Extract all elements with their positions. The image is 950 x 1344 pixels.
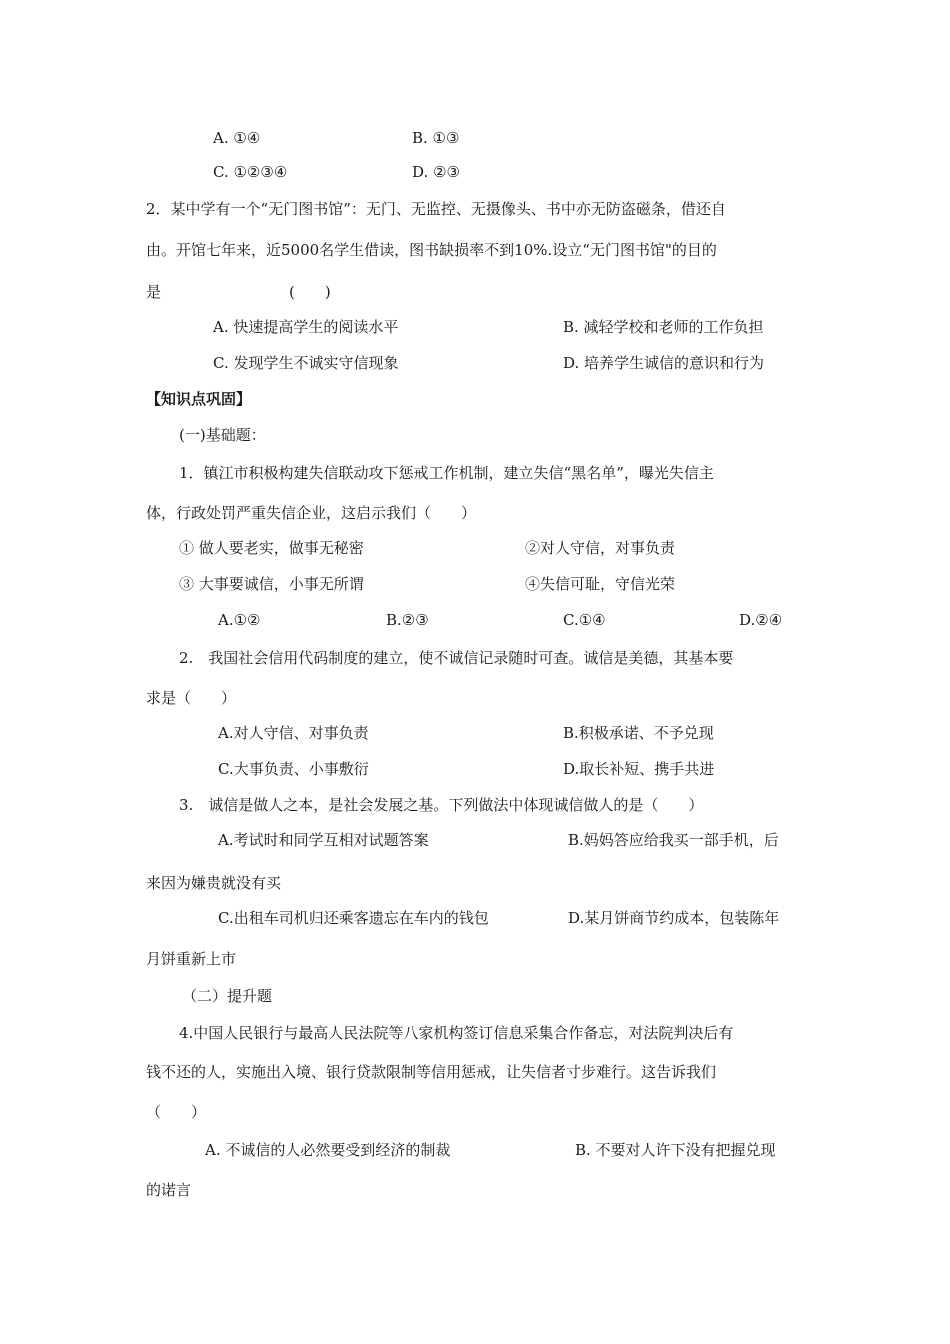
a4-stem-line2: 钱不还的人，实施出入境、银行贷款限制等信用惩戒，让失信者寸步难行。这告诉我们 [146, 1063, 717, 1081]
section-title: 【知识点巩固】 [146, 390, 252, 408]
a4-stem-line1: 4.中国人民银行与最高人民法院等八家机构签订信息采集合作备忘，对法院判决后有 [179, 1024, 734, 1042]
b1-option-c: C.①④ [563, 611, 606, 629]
a4-option-b-cont: 的诺言 [146, 1181, 192, 1199]
b3-option-a: A.考试时和同学互相对试题答案 [218, 831, 429, 849]
b1-stem-line1: 1．镇江市积极构建失信联动攻下惩戒工作机制，建立失信“黑名单”，曝光失信主 [179, 464, 714, 482]
b1-option-d: D.②④ [739, 611, 783, 629]
b3-option-d-cont: 月饼重新上市 [146, 950, 237, 968]
b1-statement-3: ③ 大事要诚信，小事无所谓 [179, 575, 364, 593]
q2-option-c: C. 发现学生不诚实守信现象 [213, 354, 399, 372]
b2-option-b: B.积极承诺、不予兑现 [563, 724, 714, 742]
q2-stem-line2: 由。开馆七年来，近5000名学生借读，图书缺损率不到10%.设立“无门图书馆"的目的 [146, 241, 717, 259]
advanced-heading: （二）提升题 [182, 987, 273, 1005]
b1-stem-line2: 体，行政处罚严重失信企业，这启示我们（ ） [146, 504, 477, 522]
b3-option-b: B.妈妈答应给我买一部手机，后 [568, 831, 779, 849]
b2-option-a: A.对人守信、对事负责 [218, 724, 369, 742]
b3-option-d: D.某月饼商节约成本，包装陈年 [568, 909, 780, 927]
q2-option-b: B. 减轻学校和老师的工作负担 [563, 318, 764, 336]
q2-option-a: A. 快速提高学生的阅读水平 [213, 318, 399, 336]
prev-option-a: A. ①④ [213, 129, 261, 147]
b1-statement-1: ① 做人要老实，做事无秘密 [179, 539, 364, 557]
b2-option-c: C.大事负责、小事敷衍 [218, 760, 369, 778]
b1-statement-2: ②对人守信，对事负责 [525, 539, 676, 557]
prev-option-c: C. ①②③④ [213, 163, 288, 181]
q2-answer-paren: ( ) [289, 283, 331, 301]
q2-stem-line3: 是 [146, 283, 162, 301]
b2-option-d: D.取长补短、携手共进 [563, 760, 715, 778]
a4-option-a: A. 不诚信的人必然要受到经济的制裁 [205, 1141, 451, 1159]
q2-option-d: D. 培养学生诚信的意识和行为 [563, 354, 765, 372]
q2-stem-line1: 2．某中学有一个“无门图书馆”：无门、无监控、无摄像头、书中亦无防盗磁条，借还自 [146, 200, 726, 218]
a4-option-b: B. 不要对人许下没有把握兑现 [575, 1141, 776, 1159]
prev-option-b: B. ①③ [412, 129, 460, 147]
b1-option-b: B.②③ [386, 611, 429, 629]
b2-stem-line1: 2. 我国社会信用代码制度的建立，使不诚信记录随时可查。诚信是美德，其基本要 [179, 649, 734, 667]
b3-option-c: C.出租车司机归还乘客遗忘在车内的钱包 [218, 909, 489, 927]
b1-option-a: A.①② [218, 611, 261, 629]
b3-option-b-cont: 来因为嫌贵就没有买 [146, 874, 282, 892]
a4-stem-line3: （ ） [146, 1103, 207, 1121]
basic-heading: (一)基础题： [179, 426, 266, 444]
b3-stem: 3. 诚信是做人之本，是社会发展之基。下列做法中体现诚信做人的是（ ） [179, 796, 704, 814]
b2-stem-line2: 求是（ ） [146, 689, 237, 707]
b1-statement-4: ④失信可耻，守信光荣 [525, 575, 676, 593]
prev-option-d: D. ②③ [412, 163, 460, 181]
